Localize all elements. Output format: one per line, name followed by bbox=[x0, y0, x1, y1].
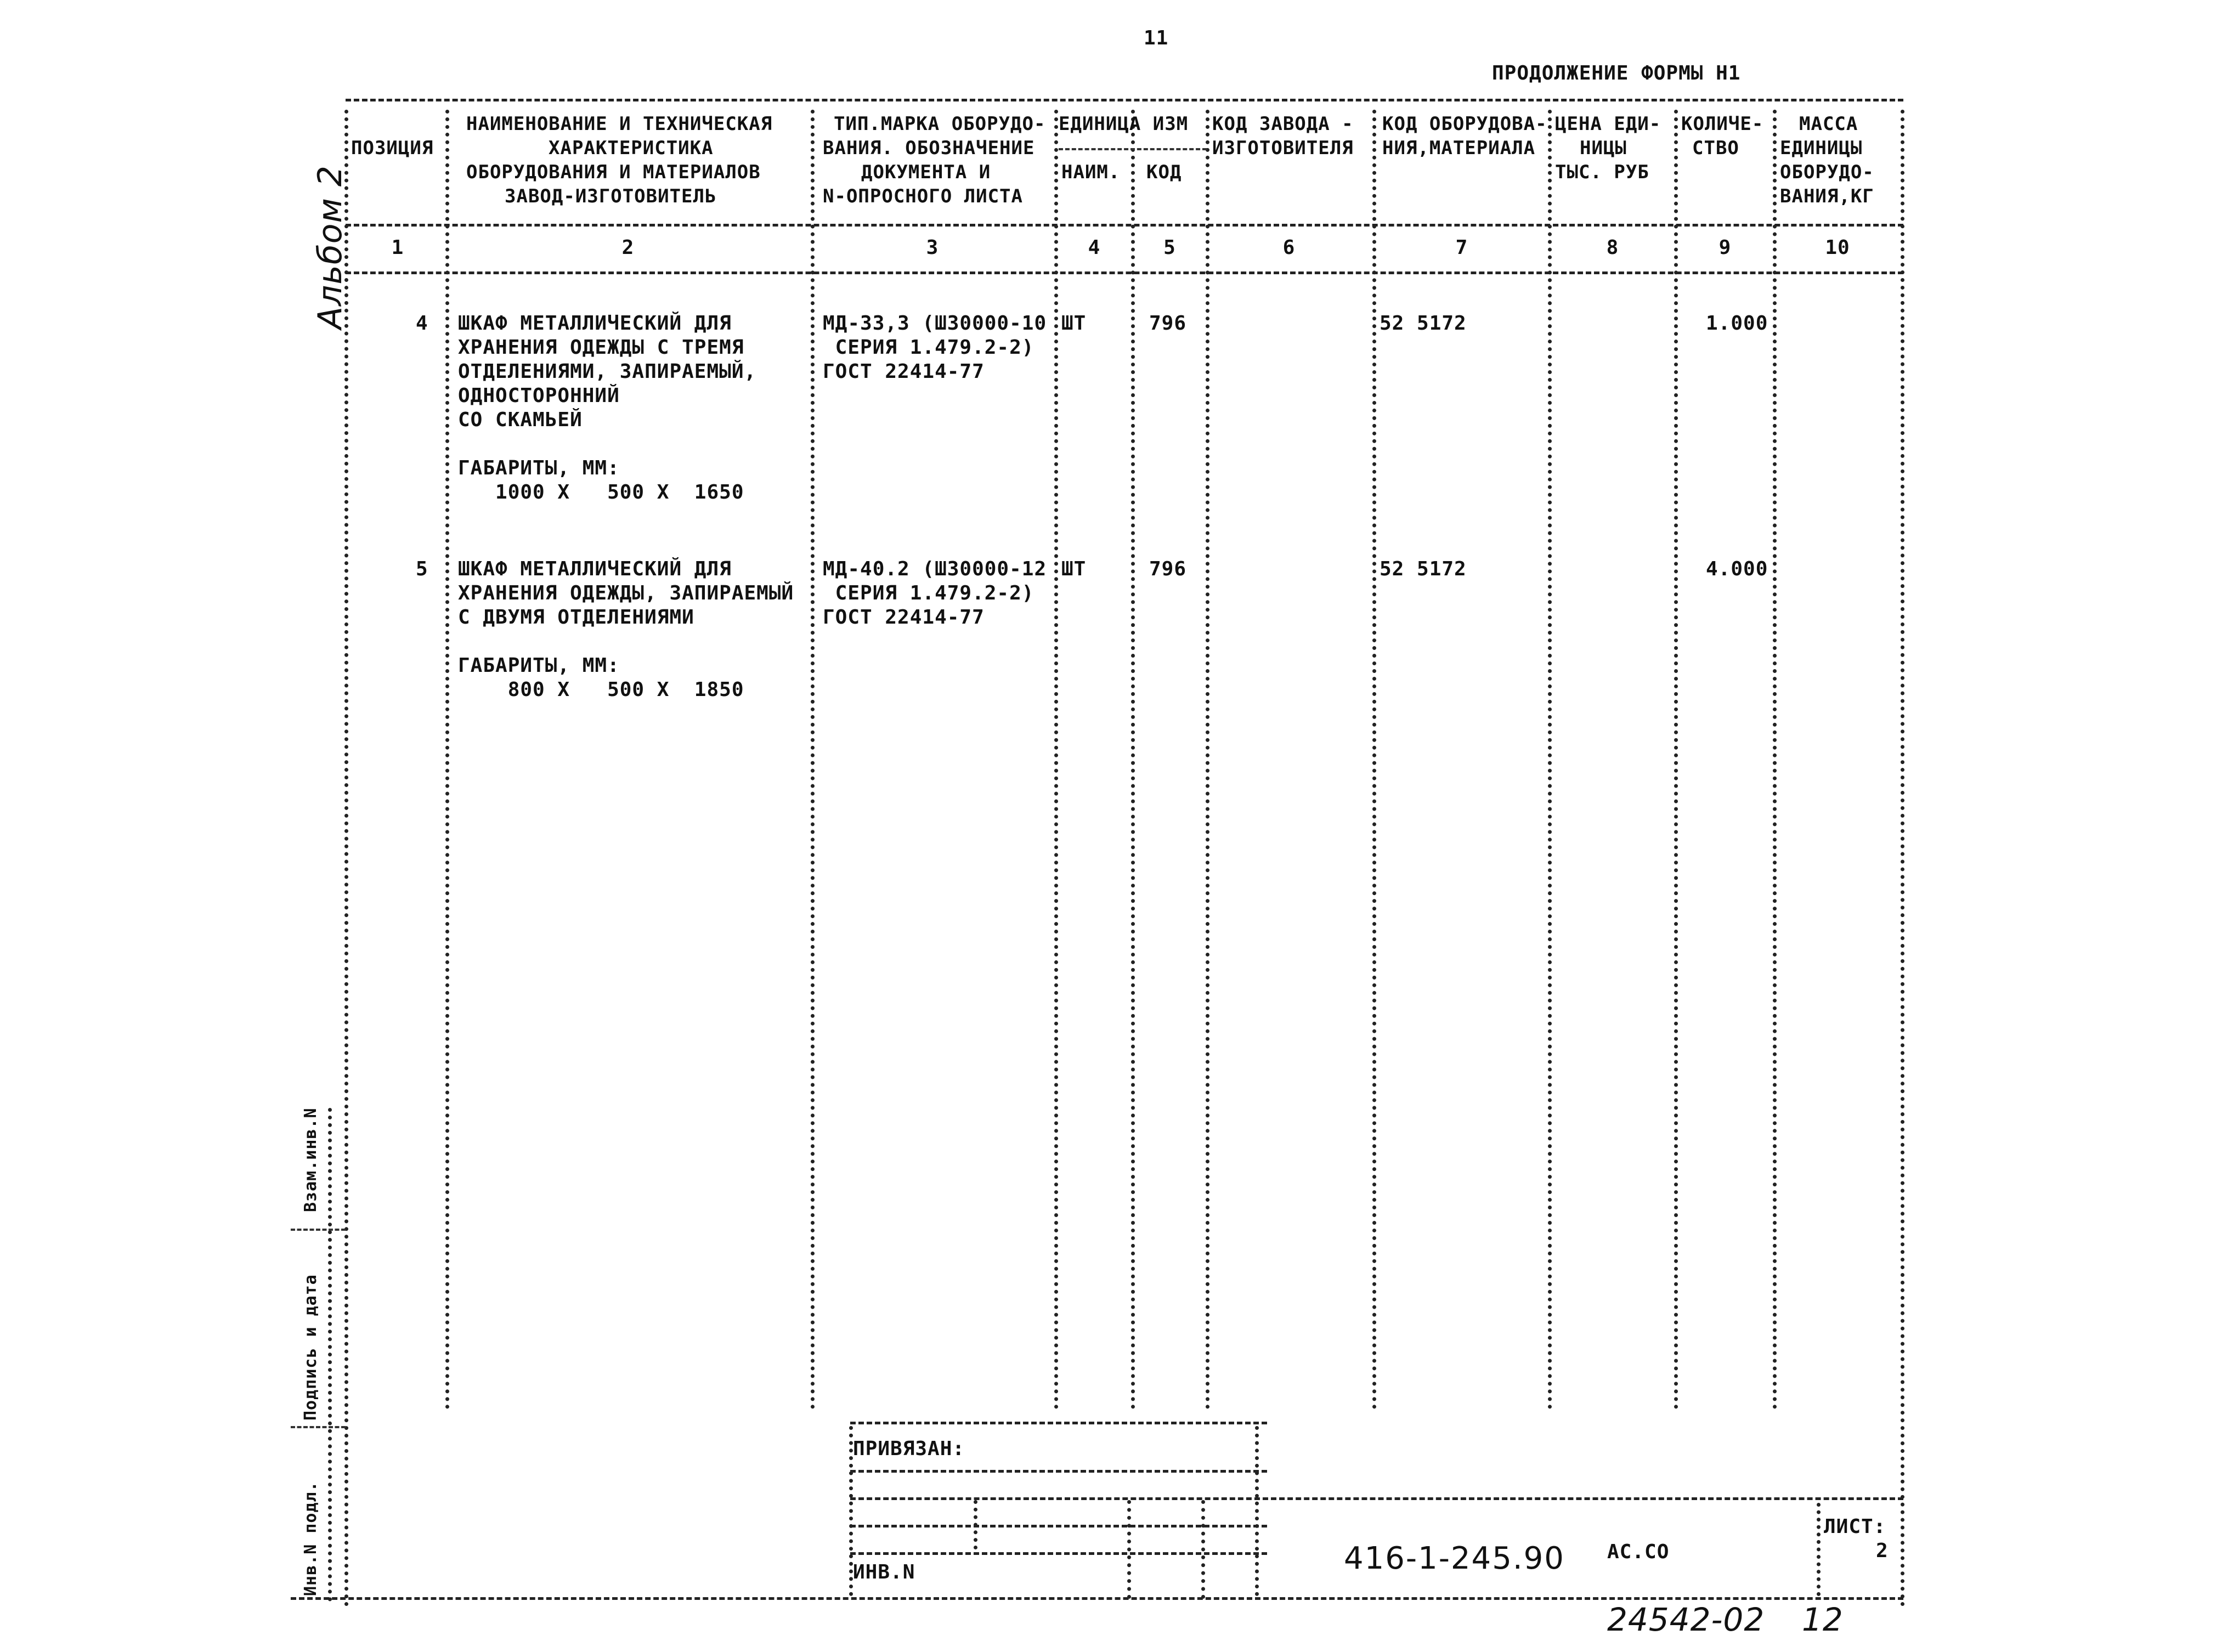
col-number-5: 5 bbox=[1163, 236, 1176, 259]
header-unit-3: КОД bbox=[1146, 161, 1182, 183]
header-equip-1: КОД ОБОРУДОВА- bbox=[1382, 113, 1547, 135]
side-label: Взам.инв.N bbox=[301, 1107, 320, 1212]
margin-rule bbox=[291, 1426, 346, 1428]
col-divider bbox=[1206, 110, 1209, 1410]
row-name-line: 1000 X 500 X 1650 bbox=[458, 481, 744, 503]
row-unit-code: 796 bbox=[1149, 312, 1187, 335]
header-price-1: ЦЕНА ЕДИ- bbox=[1555, 113, 1661, 135]
sheet-number: 2 bbox=[1876, 1540, 1889, 1562]
col-divider bbox=[1054, 110, 1058, 1410]
continuation-title: ПРОДОЛЖЕНИЕ ФОРМЫ Н1 bbox=[1492, 62, 1741, 84]
header-qty-1: КОЛИЧЕ- bbox=[1681, 113, 1764, 135]
header-type-1: ТИП.МАРКА ОБОРУДО- bbox=[834, 113, 1046, 135]
album-label: Альбом 2 bbox=[311, 165, 349, 329]
row-name-line: ГАБАРИТЫ, ММ: bbox=[458, 457, 620, 479]
row-position: 4 bbox=[416, 312, 428, 335]
table-top-rule bbox=[346, 99, 1903, 101]
row-unit: ШТ bbox=[1061, 558, 1087, 580]
stamp-divider bbox=[1817, 1503, 1821, 1596]
row-equip-code: 52 5172 bbox=[1380, 312, 1467, 335]
inv-label: ИНВ.N bbox=[853, 1561, 915, 1583]
col-divider bbox=[1674, 110, 1678, 1410]
header-mass-2: ЕДИНИЦЫ bbox=[1780, 137, 1863, 159]
tied-label: ПРИВЯЗАН: bbox=[853, 1438, 965, 1460]
row-name-line: ГАБАРИТЫ, ММ: bbox=[458, 654, 620, 677]
row-name-line: ШКАФ МЕТАЛЛИЧЕСКИЙ ДЛЯ bbox=[458, 312, 732, 335]
col-number-9: 9 bbox=[1718, 236, 1732, 259]
row-name-line: СО СКАМЬЕЙ bbox=[458, 409, 583, 431]
side-label: Инв.N подл. bbox=[301, 1481, 320, 1596]
header-qty-2: СТВО bbox=[1692, 137, 1739, 159]
header-plant-2: ИЗГОТОВИТЕЛЯ bbox=[1212, 137, 1354, 159]
project-code: 416-1-245.90 bbox=[1344, 1541, 1565, 1576]
header-type-3: ДОКУМЕНТА И bbox=[861, 161, 991, 183]
row-type-line: СЕРИЯ 1.479.2-2) bbox=[823, 582, 1034, 604]
col-divider bbox=[1901, 110, 1904, 1607]
col-number-3: 3 bbox=[926, 236, 939, 259]
row-position: 5 bbox=[416, 558, 428, 580]
col-number-8: 8 bbox=[1606, 236, 1619, 259]
sheet-type: АС.СО bbox=[1607, 1541, 1670, 1563]
header-name-2: ХАРАКТЕРИСТИКА bbox=[549, 137, 714, 159]
row-name-line: ОТДЕЛЕНИЯМИ, ЗАПИРАЕМЫЙ, bbox=[458, 360, 757, 383]
header-name-1: НАИМЕНОВАНИЕ И ТЕХНИЧЕСКАЯ bbox=[466, 113, 773, 135]
header-equip-2: НИЯ,МАТЕРИАЛА bbox=[1382, 137, 1536, 159]
handwritten-number: 24542-02 bbox=[1607, 1601, 1765, 1638]
header-mass-3: ОБОРУДО- bbox=[1780, 161, 1874, 183]
row-unit-code: 796 bbox=[1149, 558, 1187, 580]
unit-split-rule bbox=[1059, 148, 1207, 150]
margin-divider bbox=[328, 1108, 332, 1602]
col-number-10: 10 bbox=[1825, 236, 1850, 259]
stamp-divider bbox=[849, 1426, 853, 1596]
col-divider bbox=[1131, 110, 1135, 1410]
side-label: Подпись и дата bbox=[301, 1274, 320, 1421]
handwritten-page: 12 bbox=[1802, 1601, 1844, 1638]
col-divider bbox=[1372, 110, 1376, 1410]
stamp-divider bbox=[1201, 1500, 1205, 1599]
row-equip-code: 52 5172 bbox=[1380, 558, 1467, 580]
col-number-6: 6 bbox=[1282, 236, 1296, 259]
header-price-3: ТЫС. РУБ bbox=[1555, 161, 1649, 183]
stamp-divider bbox=[974, 1500, 977, 1549]
row-name-line: ОДНОСТОРОННИЙ bbox=[458, 384, 620, 407]
stamp-rule bbox=[850, 1497, 1903, 1500]
row-unit: ШТ bbox=[1061, 312, 1087, 335]
header-type-4: N-ОПРОСНОГО ЛИСТА bbox=[823, 185, 1023, 207]
row-name-line: ХРАНЕНИЯ ОДЕЖДЫ, ЗАПИРАЕМЫЙ bbox=[458, 582, 794, 604]
header-bottom-rule bbox=[346, 224, 1903, 227]
col-number-7: 7 bbox=[1455, 236, 1468, 259]
col-divider bbox=[445, 110, 449, 1410]
stamp-divider bbox=[1127, 1500, 1131, 1599]
header-name-3: ОБОРУДОВАНИЯ И МАТЕРИАЛОВ bbox=[466, 161, 761, 183]
stamp-top-rule bbox=[850, 1422, 1267, 1424]
row-type-line: СЕРИЯ 1.479.2-2) bbox=[823, 336, 1034, 359]
col-number-2: 2 bbox=[621, 236, 635, 259]
margin-rule bbox=[291, 1229, 346, 1231]
header-unit-1: ЕДИНИЦА ИЗМ bbox=[1059, 113, 1189, 135]
page-number: 11 bbox=[1144, 27, 1169, 49]
col-divider bbox=[344, 110, 348, 1607]
row-qty: 1.000 bbox=[1706, 312, 1768, 335]
header-mass-1: МАССА bbox=[1799, 113, 1858, 135]
row-type-line: МД-33,3 (Ш30000-10 bbox=[823, 312, 1047, 335]
sheet-label: ЛИСТ: bbox=[1824, 1515, 1886, 1538]
header-name-4: ЗАВОД-ИЗГОТОВИТЕЛЬ bbox=[505, 185, 717, 207]
stamp-bottom-rule bbox=[291, 1597, 1903, 1600]
stamp-rule bbox=[850, 1470, 1267, 1473]
row-name-line: ХРАНЕНИЯ ОДЕЖДЫ С ТРЕМЯ bbox=[458, 336, 744, 359]
row-name-line: ШКАФ МЕТАЛЛИЧЕСКИЙ ДЛЯ bbox=[458, 558, 732, 580]
header-unit-2: НАИМ. bbox=[1061, 161, 1121, 183]
stamp-divider bbox=[1255, 1426, 1259, 1596]
row-type-line: ГОСТ 22414-77 bbox=[823, 360, 985, 383]
col-divider bbox=[1773, 110, 1777, 1410]
header-plant-1: КОД ЗАВОДА - bbox=[1212, 113, 1354, 135]
header-price-2: НИЦЫ bbox=[1580, 137, 1627, 159]
col-divider bbox=[811, 110, 815, 1410]
header-position: ПОЗИЦИЯ bbox=[351, 137, 434, 159]
row-qty: 4.000 bbox=[1706, 558, 1768, 580]
col-number-1: 1 bbox=[391, 236, 404, 259]
row-name-line: С ДВУМЯ ОТДЕЛЕНИЯМИ bbox=[458, 606, 694, 629]
header-type-2: ВАНИЯ. ОБОЗНАЧЕНИЕ bbox=[823, 137, 1035, 159]
header-mass-4: ВАНИЯ,КГ bbox=[1780, 185, 1874, 207]
colnum-bottom-rule bbox=[346, 271, 1903, 274]
row-type-line: МД-40.2 (Ш30000-12 bbox=[823, 558, 1047, 580]
row-type-line: ГОСТ 22414-77 bbox=[823, 606, 985, 629]
col-divider bbox=[1548, 110, 1552, 1410]
col-number-4: 4 bbox=[1088, 236, 1101, 259]
row-name-line: 800 X 500 X 1850 bbox=[458, 678, 744, 701]
